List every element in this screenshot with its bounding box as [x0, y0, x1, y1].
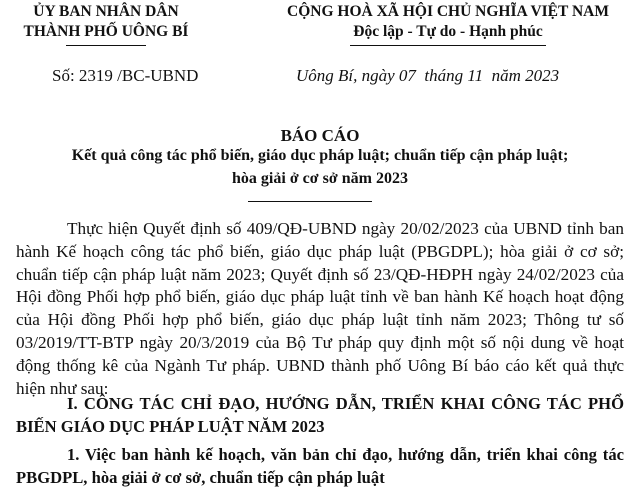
issuing-agency-header: [16, 2, 196, 46]
national-title: CỘNG HOÀ XÃ HỘI CHỦ NGHĨA VIỆT NAM: [287, 3, 609, 20]
document-subject-line-2: hòa giải ở cơ sở năm 2023: [232, 170, 408, 187]
motto-underline: [350, 45, 546, 46]
title-divider: [248, 201, 372, 202]
agency-line-2: THÀNH PHỐ UÔNG BÍ: [23, 23, 189, 40]
document-type: BÁO CÁO: [280, 126, 360, 145]
section-1-heading: I. CÔNG TÁC CHỈ ĐẠO, HƯỚNG DẪN, TRIỂN KHAI CÔNG TÁC PHỔ BIẾN GIÁO DỤC PHÁP LUẬT NĂM 2023: [16, 394, 624, 436]
intro-paragraph: Thực hiện Quyết định số 409/QĐ-UBND ngày 20/02/2023 của UBND tỉnh ban hành Kế hoạch công tác phổ biến, giáo dục pháp luật (PBGDPL); hòa giải ở cơ sở; chuẩn tiếp cận pháp luật năm 2023; Quyết định số 23/QĐ-HĐPH ngày 24/02/2023 của Hội đồng Phối hợp phổ biến, giáo dục pháp luật tỉnh về ban hành Kế hoạch hoạt động của Hội đồng Phối hợp phổ biến, giáo dục pháp luật tỉnh năm 2023; Thông tư số 03/2019/TT-BTP ngày 20/3/2019 của Bộ Tư pháp quy định một số nội dung về hoạt động thống kê của Ngành Tư pháp. UBND thành phố Uông Bí báo cáo kết quả thực hiện như sau:: [16, 219, 624, 398]
document-date: Uông Bí, ngày 07 tháng 11 năm 2023: [296, 66, 560, 85]
agency-underline: [66, 45, 146, 46]
agency-line-1: ỦY BAN NHÂN DÂN: [33, 3, 179, 20]
national-motto: Độc lập - Tự do - Hạnh phúc: [353, 23, 543, 40]
document-number: Số: 2319 /BC-UBND: [52, 66, 199, 85]
subsection-1-heading: 1. Việc ban hành kế hoạch, văn bản chỉ đạo, hướng dẫn, triển khai công tác PBGDPL, hòa giải ở cơ sở, chuẩn tiếp cận pháp luật: [16, 445, 624, 487]
national-motto-header: [262, 2, 634, 46]
document-subject-line-1: Kết quả công tác phổ biến, giáo dục pháp luật; chuẩn tiếp cận pháp luật;: [71, 147, 569, 164]
